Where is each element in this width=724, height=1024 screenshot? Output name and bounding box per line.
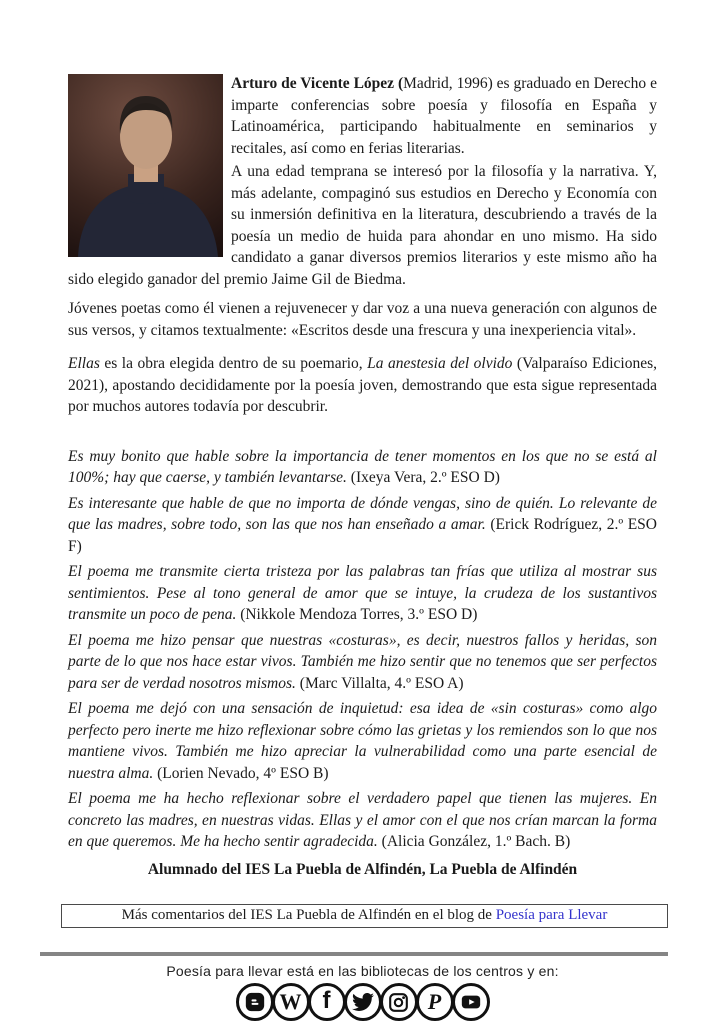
bio-paragraph-3: Jóvenes poetas como él vienen a rejuvenecer y dar voz a una nueva generación con algunos de sus versos, y citamos textualmente: «Escritos desde una frescura y una inexperiencia vital».: [68, 300, 657, 339]
student-comment: El poema me hizo pensar que nuestras «costuras», es decir, nuestros fallos y heridas, son parte de lo que nos hace estar vivos. También me hizo sentir que no tenemos que ser perfectos para ser de verdad nosotros mismos. (Marc Villalta, 4.º ESO A): [68, 631, 657, 692]
pinterest-icon[interactable]: P: [416, 983, 454, 1021]
comment-attribution: (Nikkole Mendoza Torres, 3.º ESO D): [236, 606, 478, 623]
comment-attribution: (Ixeya Vera, 2.º ESO D): [346, 469, 500, 486]
comment-attribution: (Marc Villalta, 4.º ESO A): [295, 674, 464, 692]
instagram-icon[interactable]: [380, 983, 418, 1021]
student-comment: Es muy bonito que hable sobre la importancia de tener momentos en los que no se está al 100%; hay que caerse, y también levantarse. (Ixeya Vera, 2.º ESO D): [68, 447, 657, 486]
portrait-photo: [68, 74, 223, 257]
bio-paragraph-1-text: Madrid, 1996) es graduado en Derecho e imparte conferencias sobre poesía y filosofía en España y Latinoamérica, participando habitualmente en seminarios y recitales, así como en ferias literarias.: [231, 75, 657, 157]
school-signature: Alumnado del IES La Puebla de Alfindén, La Puebla de Alfindén: [147, 860, 578, 878]
blog-link-box: [61, 904, 668, 928]
work-title-ellas: Ellas: [68, 355, 100, 372]
blog-link[interactable]: Poesía para Llevar: [495, 907, 608, 923]
footer-text: Poesía para llevar está en las bibliotecas de los centros y en:: [166, 963, 559, 979]
author-name: Arturo de Vicente López (: [231, 75, 404, 92]
wordpress-icon[interactable]: W: [272, 983, 310, 1021]
blogger-icon[interactable]: [236, 983, 274, 1021]
footer-divider: [40, 952, 668, 956]
blog-box-text: Más comentarios del IES La Puebla de Alfindén en el blog de: [121, 907, 496, 923]
work-paragraph: Ellas es la obra elegida dentro de su poemario, La anestesia del olvido (Valparaíso Ediciones, 2021), apostando decididamente por la poesía joven, demostrando que esta sigue representada por muchos autores todavía por descubrir.: [68, 355, 657, 415]
social-icons-row: [68, 983, 657, 1021]
comment-attribution: (Erick Rodríguez, 2.º ESO F): [68, 516, 657, 555]
twitter-icon[interactable]: [344, 983, 382, 1021]
facebook-icon[interactable]: f: [308, 983, 346, 1021]
comment-attribution: (Lorien Nevado, 4º ESO B): [153, 764, 329, 782]
youtube-icon[interactable]: [452, 983, 490, 1021]
student-comment: El poema me dejó con una sensación de inquietud: esa idea de «sin costuras» como algo perfecto pero inerte me hizo reflexionar sobre cómo las grietas y los remiendos son lo que nos mantiene vivos. También me hizo apreciar la vulnerabilidad como una parte esencial de nuestra alma. (Lorien Nevado, 4º ESO B): [68, 700, 657, 782]
comment-attribution: (Alicia González, 1.º Bach. B): [377, 833, 571, 850]
portrait-silhouette: [68, 74, 223, 257]
work-title-anestesia: La anestesia del olvido: [367, 355, 513, 372]
student-comment: El poema me transmite cierta tristeza por las palabras tan frías que utiliza al mostrar sus sentimientos. Pese al tono general de amor que se intuye, la crudeza de los sustantivos transmite un poco de pena. (Nikkole Mendoza Torres, 3.º ESO D): [68, 563, 657, 623]
student-comment: El poema me ha hecho reflexionar sobre el verdadero papel que tienen las mujeres. En concreto las madres, en nuestras vidas. Ellas y el amor con el que nos crían marcan la forma en que queremos. Me ha hecho sentir agradecida. (Alicia González, 1.º Bach. B): [68, 790, 657, 850]
student-comment: Es interesante que hable de que no importa de dónde vengas, sino de quién. Lo relevante de que las madres, sobre todo, son las que nos han enseñado a amar. (Erick Rodríguez, 2.º ESO F): [68, 494, 657, 555]
bio-paragraph-2: A una edad temprana se interesó por la filosofía y la narrativa. Y, más adelante, compaginó sus estudios en Derecho y Economía con su inmersión definitiva en la literatura, descubriendo a través de la poesía un medio de huida para ahondar en uno mismo. Ha sido candidato a ganar diversos premios literarios y este mismo año ha sido elegido ganador del premio Jaime Gil de Biedma.: [68, 163, 657, 288]
